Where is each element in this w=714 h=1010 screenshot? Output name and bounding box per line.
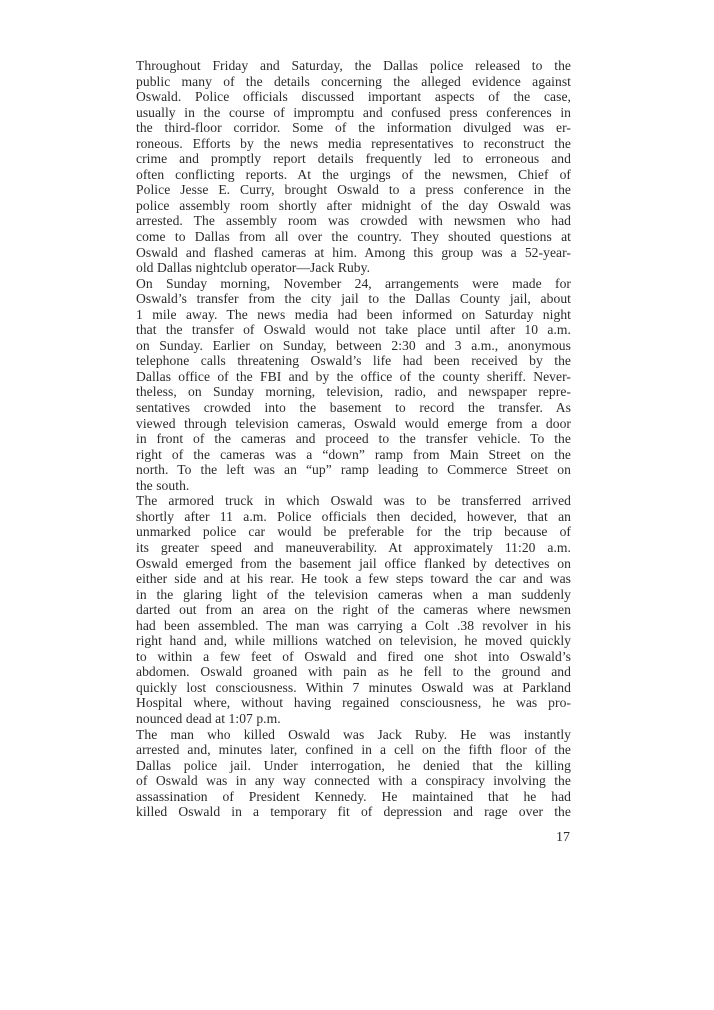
text-line: assassination of President Kennedy. He maintained that he had [136,788,571,804]
text-line: unmarked police car would be preferable for the trip because of [136,524,571,540]
text-line: to within a few feet of Oswald and fired one shot into Oswald’s [136,648,571,664]
text-line: theless, on Sunday morning, television, radio, and newspaper repre- [136,384,571,400]
text-line: telephone calls threatening Oswald’s life had been received by the [136,353,571,369]
text-line: Oswald. Police officials discussed important aspects of the case, [136,89,571,105]
text-line: Oswald emerged from the basement jail office flanked by detectives on [136,555,571,571]
text-line: arrested and, minutes later, confined in a cell on the fifth floor of the [136,742,571,758]
text-line: On Sunday morning, November 24, arrangements were made for [136,275,571,291]
paragraph [121,493,571,726]
text-line: public many of the details concerning the alleged evidence against [136,73,571,89]
text-line: Police Jesse E. Curry, brought Oswald to a press conference in the [136,182,571,198]
text-line: on Sunday. Earlier on Sunday, between 2:30 and 3 a.m., anonymous [136,337,571,353]
text-line: killed Oswald in a temporary fit of depression and rage over the [136,804,571,820]
text-line: of Oswald was in any way connected with a conspiracy involving the [136,773,571,789]
text-line: right hand and, while millions watched on television, he moved quickly [136,633,571,649]
text-line: come to Dallas from all over the country. They shouted questions at [136,229,571,245]
text-line: Oswald’s transfer from the city jail to the Dallas County jail, about [136,291,571,307]
text-line: often conflicting reports. At the urgings of the newsmen, Chief of [136,166,571,182]
text-line: crime and promptly report details frequently led to erroneous and [136,151,571,167]
text-line: 1 mile away. The news media had been informed on Saturday night [136,306,571,322]
text-line: either side and at his rear. He took a few steps toward the car and was [136,571,571,587]
text-line: had been assembled. The man was carrying a Colt .38 revolver in his [136,617,571,633]
paragraph [121,276,571,494]
document-body [121,58,571,820]
text-line: north. To the left was an “up” ramp leading to Commerce Street on [136,462,571,478]
text-line: the south. [136,477,190,493]
text-line: quickly lost consciousness. Within 7 minutes Oswald was at Parkland [136,679,571,695]
text-line: Oswald and flashed cameras at him. Among this group was a 52-year- [136,244,571,260]
text-line: Dallas police jail. Under interrogation, he denied that the killing [136,757,571,773]
text-line: The man who killed Oswald was Jack Ruby. He was instantly [136,726,571,742]
text-line: right of the cameras was a “down” ramp from Main Street on the [136,446,571,462]
text-line: Dallas office of the FBI and by the office of the county sheriff. Never- [136,368,571,384]
text-line: its greater speed and maneuverability. At approximately 11:20 a.m. [136,539,571,555]
text-line: nounced dead at 1:07 p.m. [136,710,281,726]
paragraph [121,727,571,820]
page-number: 17 [556,830,570,845]
text-line: darted out from an area on the right of the cameras where newsmen [136,602,571,618]
text-line: in front of the cameras and proceed to the transfer vehicle. To the [136,431,571,447]
text-line: viewed through television cameras, Oswald would emerge from a door [136,415,571,431]
text-line: arrested. The assembly room was crowded with newsmen who had [136,213,571,229]
paragraph [121,58,571,276]
text-line: Throughout Friday and Saturday, the Dallas police released to the [136,58,571,73]
text-line: sentatives crowded into the basement to record the transfer. As [136,400,571,416]
text-line: usually in the course of impromptu and confused press conferences in [136,104,571,120]
text-line: The armored truck in which Oswald was to be transferred arrived [136,493,571,509]
text-line: old Dallas nightclub operator—Jack Ruby. [136,260,371,276]
text-line: the third-floor corridor. Some of the information divulged was er- [136,120,571,136]
text-line: that the transfer of Oswald would not take place until after 10 a.m. [136,322,571,338]
text-line: roneous. Efforts by the news media representatives to reconstruct the [136,135,571,151]
text-line: abdomen. Oswald groaned with pain as he fell to the ground and [136,664,571,680]
text-line: in the glaring light of the television cameras when a man suddenly [136,586,571,602]
text-line: police assembly room shortly after midnight of the day Oswald was [136,197,571,213]
text-line: Hospital where, without having regained consciousness, he was pro- [136,695,571,711]
text-line: shortly after 11 a.m. Police officials then decided, however, that an [136,508,571,524]
